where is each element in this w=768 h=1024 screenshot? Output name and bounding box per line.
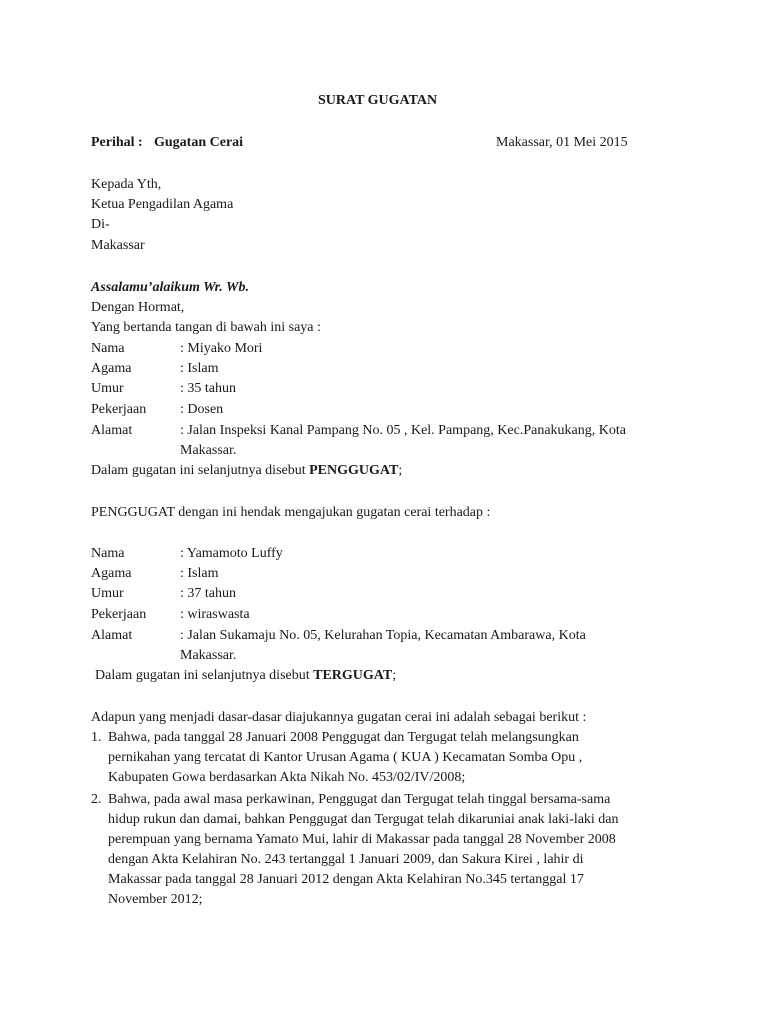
defendant-address-cont: Makassar. bbox=[180, 648, 237, 663]
transition-text: PENGGUGAT dengan ini hendak mengajukan gugatan cerai terhadap : bbox=[91, 505, 491, 520]
ground-item bbox=[108, 790, 678, 910]
field-label: Agama bbox=[91, 361, 132, 376]
field-label: Pekerjaan bbox=[91, 607, 147, 622]
ground-line: Makassar pada tanggal 28 Januari 2012 dengan Akta Kelahiran No.345 tertanggal 17 bbox=[108, 872, 584, 887]
addressee-line: Ketua Pengadilan Agama bbox=[91, 197, 234, 212]
designation-suffix: ; bbox=[398, 463, 403, 478]
ground-line: November 2012; bbox=[108, 892, 203, 907]
field-label: Agama bbox=[91, 566, 132, 581]
addressee-line: Kepada Yth, bbox=[91, 177, 162, 192]
field-label: Nama bbox=[91, 546, 125, 561]
designation-text: Dalam gugatan ini selanjutnya disebut bbox=[91, 463, 310, 478]
field-value: : wiraswasta bbox=[180, 607, 250, 622]
place-date: Makassar, 01 Mei 2015 bbox=[496, 135, 628, 150]
opening-line: Yang bertanda tangan di bawah ini saya : bbox=[91, 320, 321, 335]
designation-text: Dalam gugatan ini selanjutnya disebut bbox=[95, 668, 314, 683]
ground-line: perempuan yang bernama Yamato Mui, lahir di Makassar pada tanggal 28 November 2008 bbox=[108, 832, 616, 847]
field-label: Nama bbox=[91, 341, 125, 356]
field-label: Umur bbox=[91, 586, 124, 601]
designation-term: TERGUGAT bbox=[313, 668, 393, 683]
designation-suffix: ; bbox=[392, 668, 397, 683]
ground-line: Bahwa, pada awal masa perkawinan, Penggugat dan Tergugat telah tinggal bersama-sama bbox=[108, 792, 611, 807]
field-value: : 37 tahun bbox=[180, 586, 236, 601]
perihal-value: Gugatan Cerai bbox=[154, 135, 244, 150]
field-value: : Islam bbox=[180, 566, 219, 581]
ground-item bbox=[108, 728, 678, 788]
field-label: Alamat bbox=[91, 423, 133, 438]
ground-line: pernikahan yang tercatat di Kantor Urusan Agama ( KUA ) Kecamatan Somba Opu , bbox=[108, 750, 583, 765]
field-value: : Islam bbox=[180, 361, 219, 376]
addressee-line: Makassar bbox=[91, 238, 145, 253]
field-label: Pekerjaan bbox=[91, 402, 147, 417]
plaintiff-address-cont: Makassar. bbox=[180, 443, 237, 458]
ground-line: hidup rukun dan damai, bahkan Penggugat dan Tergugat telah dikaruniai anak laki-laki dan bbox=[108, 812, 619, 827]
field-value: : Yamamoto Luffy bbox=[180, 546, 283, 561]
opening-line: Dengan Hormat, bbox=[91, 300, 185, 315]
field-value: : Jalan Inspeksi Kanal Pampang No. 05 , Kel. Pampang, Kec.Panakukang, Kota bbox=[180, 423, 626, 438]
grounds-intro: Adapun yang menjadi dasar-dasar diajukannya gugatan cerai ini adalah sebagai berikut : bbox=[91, 710, 587, 725]
field-label: Umur bbox=[91, 381, 124, 396]
field-label: Alamat bbox=[91, 628, 133, 643]
defendant-designation bbox=[95, 666, 396, 686]
plaintiff-designation bbox=[91, 461, 402, 481]
field-value: : Jalan Sukamaju No. 05, Kelurahan Topia, Kecamatan Ambarawa, Kota bbox=[180, 628, 586, 643]
greeting: Assalamu’alaikum Wr. Wb. bbox=[91, 280, 249, 295]
ground-line: Bahwa, pada tanggal 28 Januari 2008 Penggugat dan Tergugat telah melangsungkan bbox=[108, 730, 579, 745]
perihal-label: Perihal : bbox=[91, 135, 143, 150]
ground-number: 1. bbox=[91, 730, 102, 745]
field-value: : Miyako Mori bbox=[180, 341, 263, 356]
document-title: SURAT GUGATAN bbox=[318, 93, 438, 108]
field-value: : Dosen bbox=[180, 402, 224, 417]
field-value: : 35 tahun bbox=[180, 381, 236, 396]
ground-line: Kabupaten Gowa berdasarkan Akta Nikah No. 453/02/IV/2008; bbox=[108, 770, 466, 785]
ground-number: 2. bbox=[91, 792, 102, 807]
addressee-line: Di- bbox=[91, 217, 110, 232]
ground-line: dengan Akta Kelahiran No. 243 tertanggal 1 Januari 2009, dan Sakura Kirei , lahir di bbox=[108, 852, 584, 867]
designation-term: PENGGUGAT bbox=[309, 463, 399, 478]
